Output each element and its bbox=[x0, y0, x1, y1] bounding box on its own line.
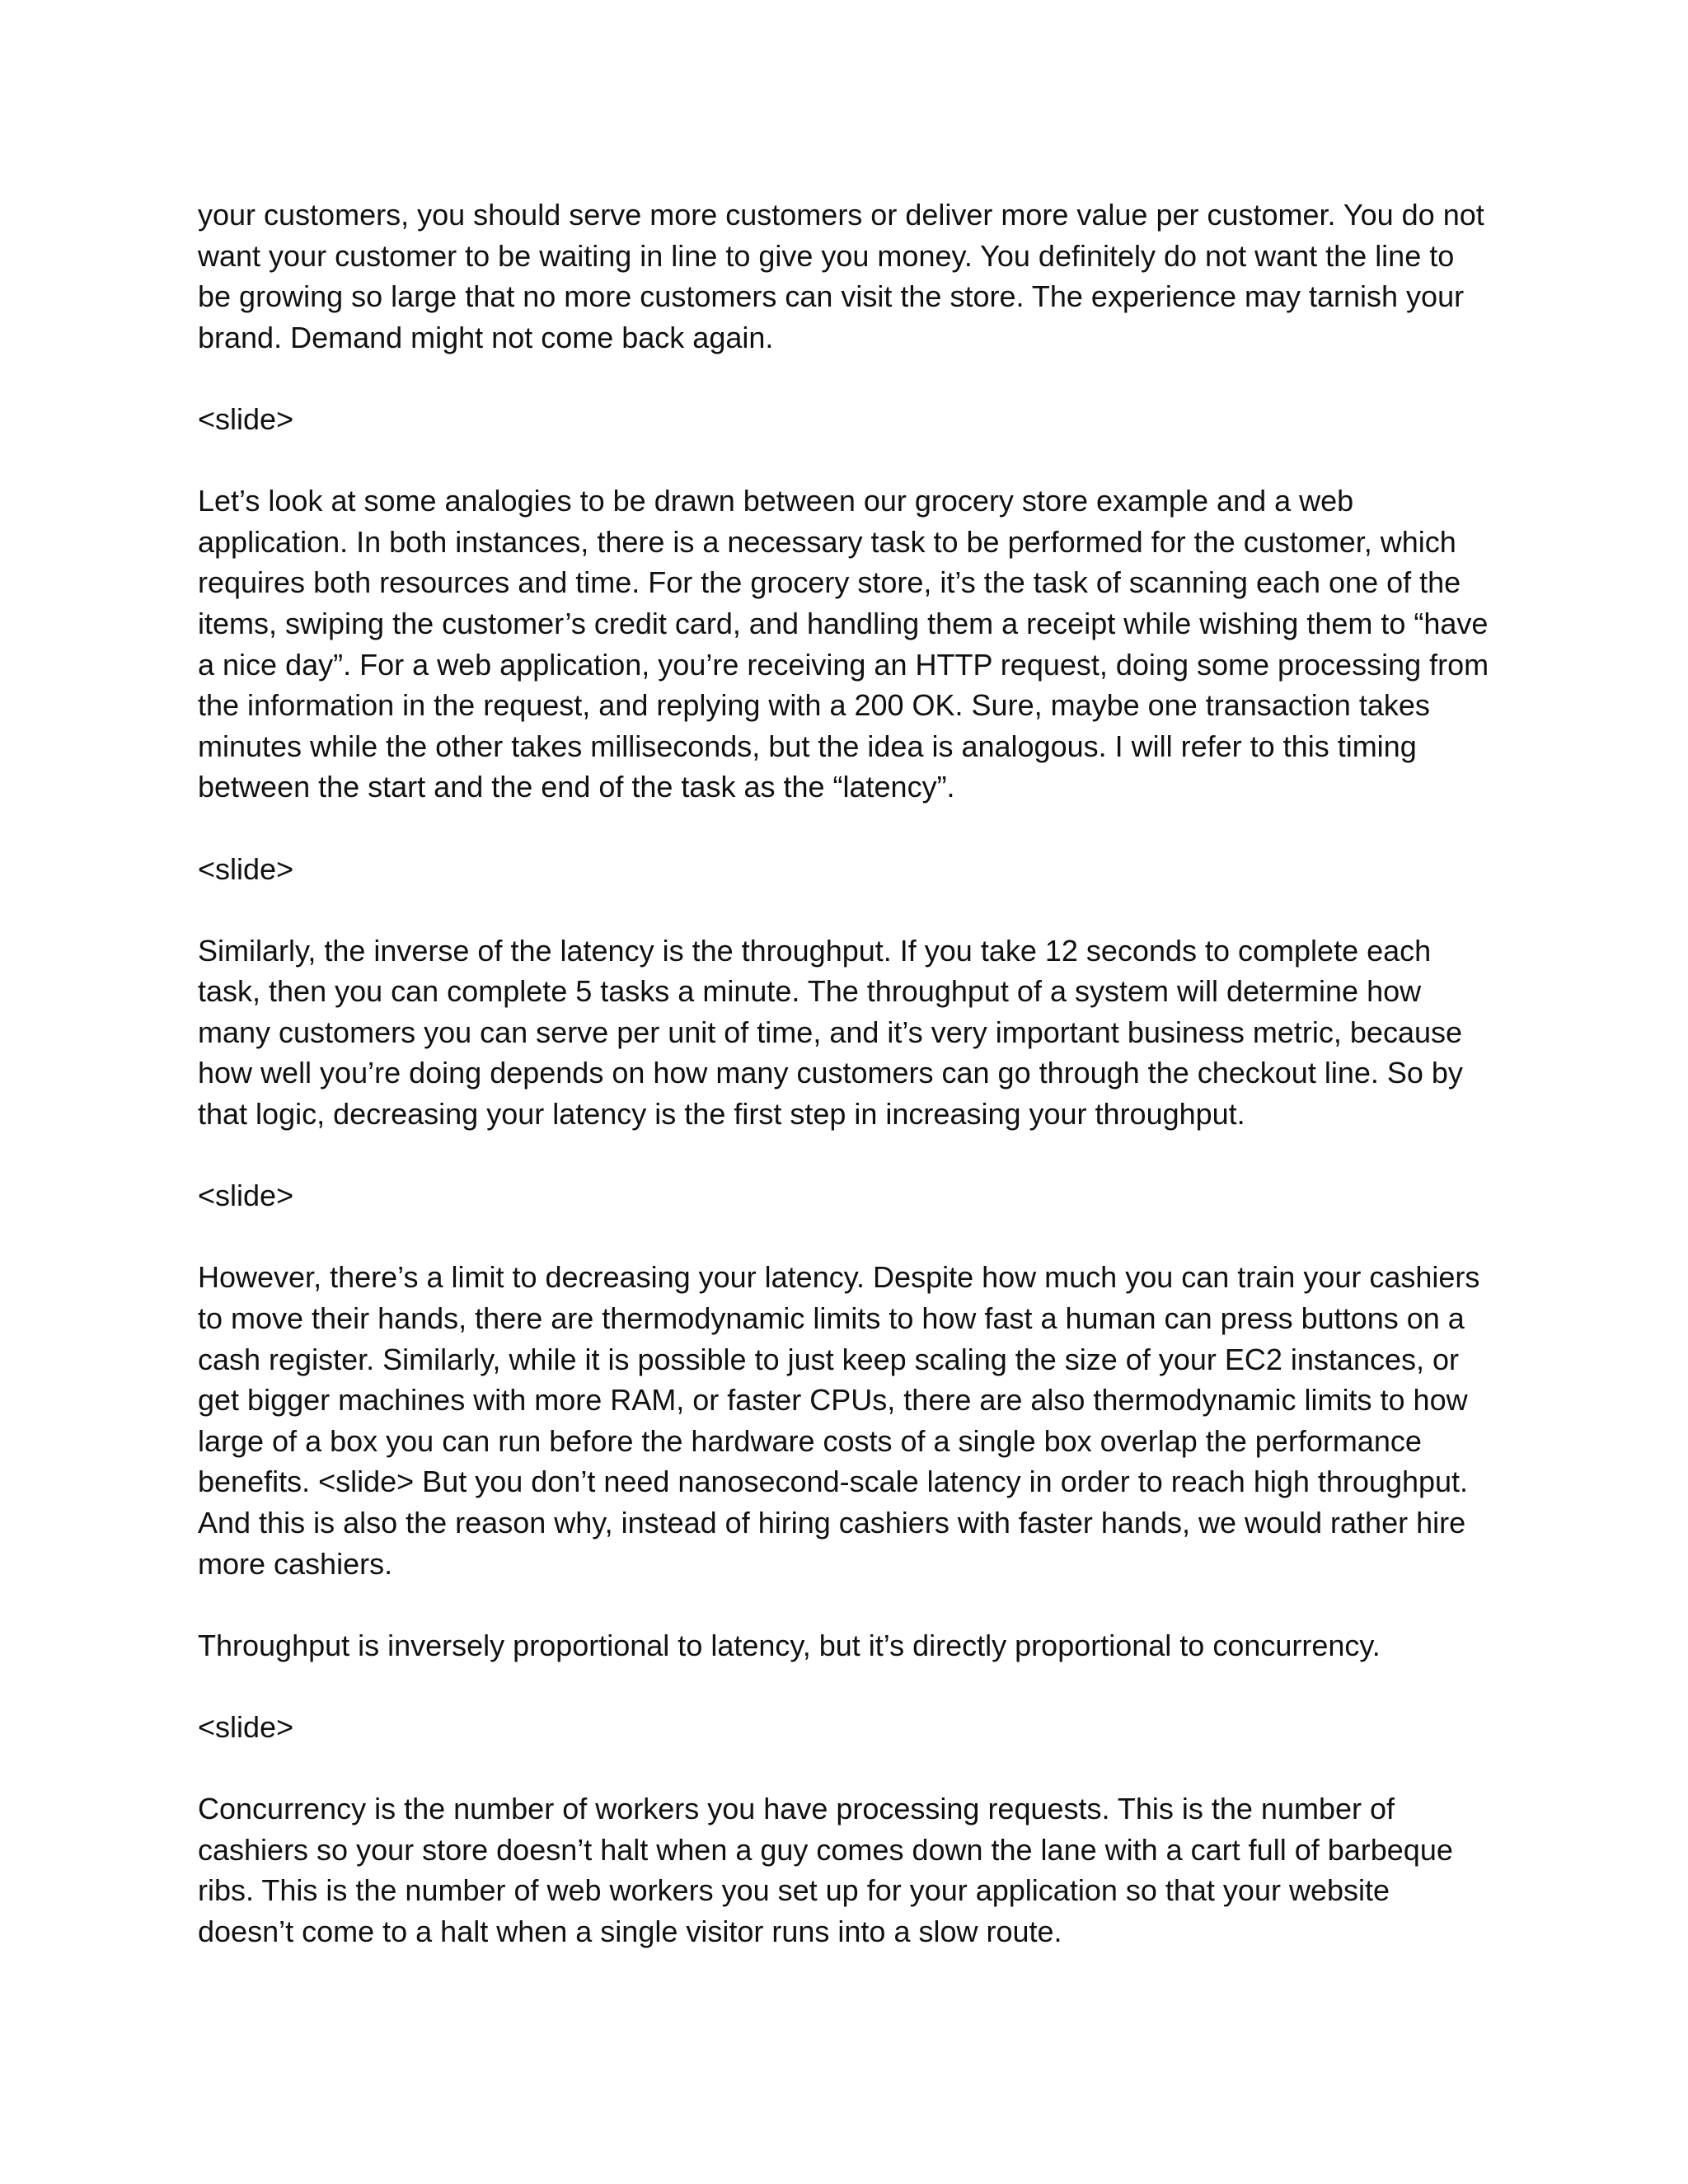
slide-marker: <slide> bbox=[198, 1709, 294, 1744]
paragraph-customers-value: your customers, you should serve more customers or deliver more value per customer. You do not want your customer to be waiting in line to give you money. You definitely do not want the line to be growing so large that no more customers can visit the store. The experience may tarnish your brand. Demand might not come back again. bbox=[198, 198, 1484, 354]
paragraph-concurrency-definition: Concurrency is the number of workers you have processing requests. This is the number of cashiers so your store doesn’t halt when a guy comes down the lane with a cart full of barbeque ribs. This is the number of web workers you set up for your application so that your website doesn’t come to a halt when a single visitor runs into a slow route. bbox=[198, 1792, 1453, 1948]
paragraph-throughput-concurrency: Throughput is inversely proportional to latency, but it’s directly proportional to concurrency. bbox=[198, 1628, 1381, 1662]
paragraph-latency-limits: However, there’s a limit to decreasing your latency. Despite how much you can train your cashiers to move their hands, there are thermodynamic limits to how fast a human can press buttons on a cash register. Similarly, while it is possible to just keep scaling the size of your EC2 instances, or get bigger machines with more RAM, or faster CPUs, there are also thermodynamic limits to how large of a box you can run before the hardware costs of a single box overlap the performance benefits. <slide> But you don’t need nanosecond-scale latency in order to reach high throughput. And this is also the reason why, instead of hiring cashiers with faster hands, we would rather hire more cashiers. bbox=[198, 1260, 1480, 1581]
slide-marker: <slide> bbox=[198, 401, 294, 436]
document-body bbox=[198, 194, 1492, 1952]
slide-marker: <slide> bbox=[198, 1179, 294, 1213]
paragraph-analogies-latency: Let’s look at some analogies to be drawn between our grocery store example and a web application. In both instances, there is a necessary task to be performed for the customer, which requires both resources and time. For the grocery store, it’s the task of scanning each one of the items, swiping the customer’s credit card, and handling them a receipt while wishing them to “have a nice day”. For a web application, you’re receiving an HTTP request, doing some processing from the information in the request, and replying with a 200 OK. Sure, maybe one transaction takes minutes while the other takes milliseconds, but the idea is analogous. I will refer to this timing between the start and the end of the task as the “latency”. bbox=[198, 484, 1489, 804]
slide-marker: <slide> bbox=[198, 851, 294, 886]
paragraph-throughput: Similarly, the inverse of the latency is the throughput. If you take 12 seconds to complete each task, then you can complete 5 tasks a minute. The throughput of a system will determine how many customers you can serve per unit of time, and it’s very important business metric, because how well you’re doing depends on how many customers can go through the checkout line. So by that logic, decreasing your latency is the first step in increasing your throughput. bbox=[198, 933, 1463, 1132]
